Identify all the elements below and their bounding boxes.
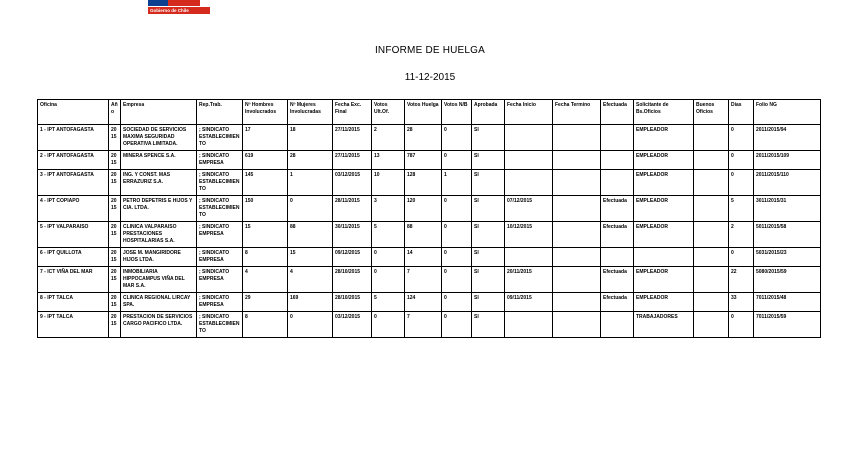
table-cell: 2 <box>372 125 405 151</box>
table-cell: 1 <box>288 170 333 196</box>
table-cell: SI <box>472 293 505 312</box>
table-cell: Efectuada <box>601 293 634 312</box>
table-cell <box>553 222 601 248</box>
table-cell: 09/11/2015 <box>505 293 553 312</box>
table-cell: 22 <box>729 267 754 293</box>
table-cell: ; SINDICATO EMPRESA <box>197 293 243 312</box>
table-cell: ; SINDICATO ESTABLECIMIENTO <box>197 196 243 222</box>
table-cell: 03/12/2015 <box>333 170 372 196</box>
table-cell: 20/11/2015 <box>505 267 553 293</box>
table-cell: 7 - ICT VIÑA DEL MAR <box>38 267 109 293</box>
table-cell: 2015 <box>109 151 121 170</box>
table-cell: 4 <box>288 267 333 293</box>
table-cell: EMPLEADOR <box>634 196 694 222</box>
table-cell: 0 <box>442 293 472 312</box>
table-cell: 120 <box>405 196 442 222</box>
table-cell: 27/11/2015 <box>333 151 372 170</box>
table-cell: MINERA SPENCE S.A. <box>121 151 197 170</box>
table-cell: 2015 <box>109 267 121 293</box>
table-cell: 2015 <box>109 293 121 312</box>
column-header: Empresa <box>121 100 197 125</box>
table-cell: JOSE M. MANGIRIDORE HIJOS LTDA. <box>121 248 197 267</box>
table-cell <box>694 151 729 170</box>
table-cell: Efectuada <box>601 196 634 222</box>
report-date: 11-12-2015 <box>404 72 456 83</box>
table-cell <box>553 170 601 196</box>
table-cell: 28/10/2015 <box>333 267 372 293</box>
table-cell <box>601 312 634 338</box>
table-cell <box>694 267 729 293</box>
table-cell: 15 <box>243 222 288 248</box>
table-cell: ; SINDICATO EMPRESA <box>197 267 243 293</box>
column-header: Votos N/B <box>442 100 472 125</box>
table-cell: 28 <box>288 151 333 170</box>
table-cell: 0 <box>442 151 472 170</box>
logo-text: Gobierno de Chile <box>148 7 210 14</box>
table-cell <box>553 151 601 170</box>
table-cell: 4 <box>243 267 288 293</box>
table-row <box>38 312 821 338</box>
table-cell: 03/12/2015 <box>333 312 372 338</box>
table-cell: ; SINDICATO ESTABLECIMIENTO <box>197 312 243 338</box>
table-cell <box>553 248 601 267</box>
table-cell: SI <box>472 125 505 151</box>
column-header: Año <box>109 100 121 125</box>
table-cell: EMPLEADOR <box>634 222 694 248</box>
table-cell: 2015 <box>109 222 121 248</box>
column-header: Votos Huelga <box>405 100 442 125</box>
table-cell: 5 <box>729 196 754 222</box>
table-cell <box>694 293 729 312</box>
table-cell: SI <box>472 222 505 248</box>
table-row <box>38 222 821 248</box>
table-cell: 2011/2015/109 <box>754 151 821 170</box>
report-title: INFORME DE HUELGA <box>374 45 486 56</box>
table-row <box>38 151 821 170</box>
column-header: Aprobada <box>472 100 505 125</box>
table-cell: 17 <box>243 125 288 151</box>
table-cell <box>553 312 601 338</box>
table-cell: 30/11/2015 <box>333 222 372 248</box>
table-cell: 7011/2015/48 <box>754 293 821 312</box>
table-cell: 619 <box>243 151 288 170</box>
table-cell: 9 - IPT TALCA <box>38 312 109 338</box>
table-cell: 0 <box>442 196 472 222</box>
table-cell: 8 - IPT TALCA <box>38 293 109 312</box>
table-cell: 5 <box>372 222 405 248</box>
table-cell: 10 <box>372 170 405 196</box>
table-cell <box>553 267 601 293</box>
table-cell: 7 <box>405 267 442 293</box>
column-header: Fecha Exc. Final <box>333 100 372 125</box>
table-cell: 27/11/2015 <box>333 125 372 151</box>
table-cell: 0 <box>729 170 754 196</box>
table-cell: 6 - IPT QUILLOTA <box>38 248 109 267</box>
table-cell: ; SINDICATO EMPRESA <box>197 248 243 267</box>
table-cell: 0 <box>372 248 405 267</box>
table-cell: 124 <box>405 293 442 312</box>
table-cell <box>553 125 601 151</box>
table-cell: 0 <box>372 312 405 338</box>
table-cell: SI <box>472 196 505 222</box>
column-header: Buenos Oficios <box>694 100 729 125</box>
table-cell: 5011/2015/58 <box>754 222 821 248</box>
column-header: Folio NG <box>754 100 821 125</box>
table-cell: 15 <box>288 248 333 267</box>
table-cell <box>505 125 553 151</box>
table-row <box>38 125 821 151</box>
column-header: Efectuada <box>601 100 634 125</box>
table-cell: EMPLEADOR <box>634 170 694 196</box>
table-cell <box>505 170 553 196</box>
table-cell: 2015 <box>109 170 121 196</box>
table-cell: ; SINDICATO ESTABLECIMIENTO <box>197 170 243 196</box>
table-cell: 0 <box>442 248 472 267</box>
table-cell: 0 <box>729 312 754 338</box>
table-cell: 1 - IPT ANTOFAGASTA <box>38 125 109 151</box>
table-cell: 2 <box>729 222 754 248</box>
table-cell: 10/12/2015 <box>505 222 553 248</box>
table-cell: 3011/2015/31 <box>754 196 821 222</box>
table-cell: 09/12/2015 <box>333 248 372 267</box>
table-cell: 2011/2015/110 <box>754 170 821 196</box>
table-cell: 18 <box>288 125 333 151</box>
table-cell: SI <box>472 151 505 170</box>
table-cell: EMPLEADOR <box>634 125 694 151</box>
table-cell: 787 <box>405 151 442 170</box>
table-cell: CLINICA REGIONAL LIRCAY SPA. <box>121 293 197 312</box>
table-cell: 150 <box>243 196 288 222</box>
table-cell: 28/11/2015 <box>333 196 372 222</box>
table-cell: 7011/2015/59 <box>754 312 821 338</box>
table-cell <box>553 196 601 222</box>
column-header: Oficina <box>38 100 109 125</box>
government-logo <box>148 0 200 18</box>
table-cell <box>505 312 553 338</box>
table-cell: SI <box>472 312 505 338</box>
table-cell: 0 <box>729 125 754 151</box>
table-cell: 2015 <box>109 196 121 222</box>
table-cell: 28/10/2015 <box>333 293 372 312</box>
table-cell: 33 <box>729 293 754 312</box>
table-cell: EMPLEADOR <box>634 293 694 312</box>
table-cell: 0 <box>442 312 472 338</box>
table-cell <box>694 170 729 196</box>
table-cell: SI <box>472 248 505 267</box>
table-cell: 28 <box>405 125 442 151</box>
table-cell: 1 <box>442 170 472 196</box>
table-cell: 0 <box>442 125 472 151</box>
table-cell: 88 <box>405 222 442 248</box>
table-cell: 2 - IPT ANTOFAGASTA <box>38 151 109 170</box>
table-cell: 0 <box>288 196 333 222</box>
table-row <box>38 170 821 196</box>
table-cell <box>505 151 553 170</box>
table-cell: 0 <box>372 267 405 293</box>
logo-flag-red <box>168 0 200 6</box>
strike-report-table <box>37 99 821 338</box>
table-cell: 4 - IPT COPIAPO <box>38 196 109 222</box>
table-cell: 29 <box>243 293 288 312</box>
table-cell: CLINICA VALPARAISO PRESTACIONES HOSPITALARIAS S.A. <box>121 222 197 248</box>
table-cell <box>553 293 601 312</box>
column-header: Rep.Trab. <box>197 100 243 125</box>
table-cell <box>601 125 634 151</box>
table-cell: PETRO DEPETRIS E HIJOS Y CIA. LTDA. <box>121 196 197 222</box>
column-header: Votos Ult.Of. <box>372 100 405 125</box>
table-row <box>38 196 821 222</box>
table-cell: Efectuada <box>601 267 634 293</box>
table-cell: 0 <box>442 267 472 293</box>
column-header: Nº Mujeres Involucradas <box>288 100 333 125</box>
table-cell: 0 <box>729 248 754 267</box>
table-cell: 07/12/2015 <box>505 196 553 222</box>
table-cell: ; SINDICATO EMPRESA <box>197 222 243 248</box>
table-cell: 14 <box>405 248 442 267</box>
table-cell: 3 - IPT ANTOFAGASTA <box>38 170 109 196</box>
table-cell: 5080/2015/59 <box>754 267 821 293</box>
table-cell <box>694 248 729 267</box>
table-row <box>38 293 821 312</box>
table-cell: 128 <box>405 170 442 196</box>
table-cell: 88 <box>288 222 333 248</box>
table-cell: SI <box>472 170 505 196</box>
table-cell: 8 <box>243 248 288 267</box>
table-cell <box>694 222 729 248</box>
table-cell: Efectuada <box>601 222 634 248</box>
table-cell: 2011/2015/94 <box>754 125 821 151</box>
table-cell: 0 <box>442 222 472 248</box>
table-cell: 5031/2015/23 <box>754 248 821 267</box>
table-cell: 2015 <box>109 248 121 267</box>
column-header: Días <box>729 100 754 125</box>
table-cell: PRESTACION DE SERVICIOS CARGO PACIFICO LTDA. <box>121 312 197 338</box>
table-cell: EMPLEADOR <box>634 151 694 170</box>
table-cell: 5 - IPT VALPARAISO <box>38 222 109 248</box>
table-cell: 169 <box>288 293 333 312</box>
table-cell <box>505 248 553 267</box>
table-cell: 0 <box>729 151 754 170</box>
table-cell <box>601 248 634 267</box>
table-cell: 5 <box>372 293 405 312</box>
table-cell: 13 <box>372 151 405 170</box>
table-cell: ING. Y CONST. MAS ERRAZURIZ S.A. <box>121 170 197 196</box>
logo-flag-blue <box>148 0 168 6</box>
table-cell: ; SINDICATO EMPRESA <box>197 151 243 170</box>
table-cell <box>601 170 634 196</box>
table-cell <box>694 125 729 151</box>
column-header: Fecha Termino <box>553 100 601 125</box>
table-cell: SI <box>472 267 505 293</box>
column-header: Fecha Inicio <box>505 100 553 125</box>
table-cell <box>601 151 634 170</box>
table-cell: 8 <box>243 312 288 338</box>
table-header-row <box>38 100 821 125</box>
table-cell: SOCIEDAD DE SERVICIOS MAXIMA SEGURIDAD OPERATIVA LIMITADA. <box>121 125 197 151</box>
table-cell: EMPLEADOR <box>634 267 694 293</box>
column-header: Solicitante de Bs.Oficios <box>634 100 694 125</box>
column-header: Nº Hombres Involucrados <box>243 100 288 125</box>
table-cell: 0 <box>288 312 333 338</box>
table-row <box>38 267 821 293</box>
table-cell: 2015 <box>109 125 121 151</box>
table-cell <box>694 312 729 338</box>
table-cell: 145 <box>243 170 288 196</box>
table-cell: 2015 <box>109 312 121 338</box>
table-row <box>38 248 821 267</box>
table-cell <box>634 248 694 267</box>
table-cell: TRABAJADORES <box>634 312 694 338</box>
table-cell: ; SINDICATO ESTABLECIMIENTO <box>197 125 243 151</box>
table-cell: INMOBILIARIA HIPPOCAMPUS VIÑA DEL MAR S.A. <box>121 267 197 293</box>
table-cell: 3 <box>372 196 405 222</box>
table-cell: 7 <box>405 312 442 338</box>
table-cell <box>694 196 729 222</box>
